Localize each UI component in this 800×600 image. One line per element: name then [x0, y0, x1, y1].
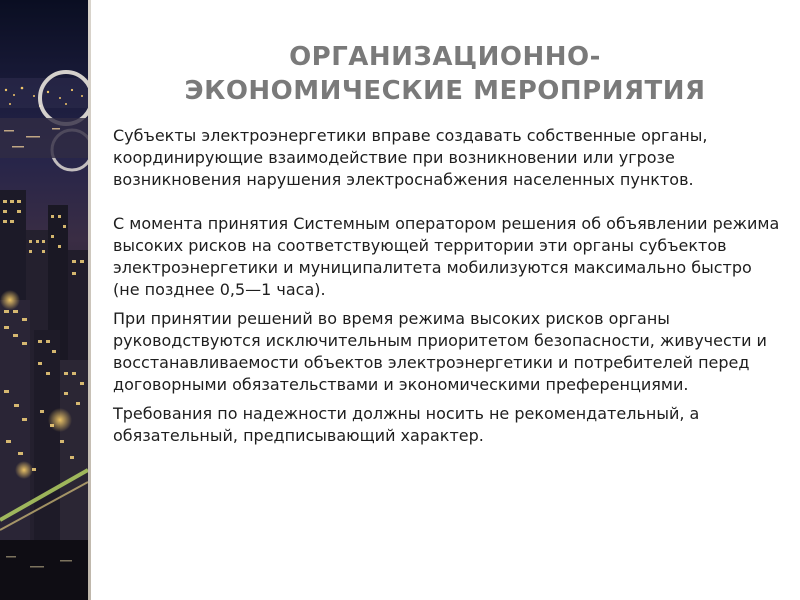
slide-title-line-2: ЭКОНОМИЧЕСКИЕ МЕРОПРИЯТИЯ	[184, 76, 706, 106]
slide-title	[100, 40, 790, 108]
paragraph-high-risk-regime: С момента принятия Системным оператором решения об объявлении режима высоких рисков на соответствующей территории эти органы субъектов электроэнергетики и муниципалитета мобилизуются максимально быстро (не позднее 0,5—1 часа).	[113, 214, 780, 299]
slide-title-line-1: ОРГАНИЗАЦИОННО-	[289, 42, 601, 72]
paragraph-entities-bodies: Субъекты электроэнергетики вправе создавать собственные органы, координирующие взаимодействие при возникновении или угрозе возникновения нарушения электроснабжения населенных пунктов.	[113, 126, 708, 189]
paragraph-reliability-requirements: Требования по надежности должны носить не рекомендательный, а обязательный, предписывающий характер.	[113, 404, 700, 445]
slide-body	[113, 125, 783, 447]
paragraph-decision-priority: При принятии решений во время режима высоких рисков органы руководствуются исключительным приоритетом безопасности, живучести и восстанавливаемости объектов электроэнергетики и потребителей перед договорными обязательствами и экономическими преференциями.	[113, 309, 767, 394]
night-city-photo	[0, 0, 88, 600]
photo-divider	[88, 0, 91, 600]
